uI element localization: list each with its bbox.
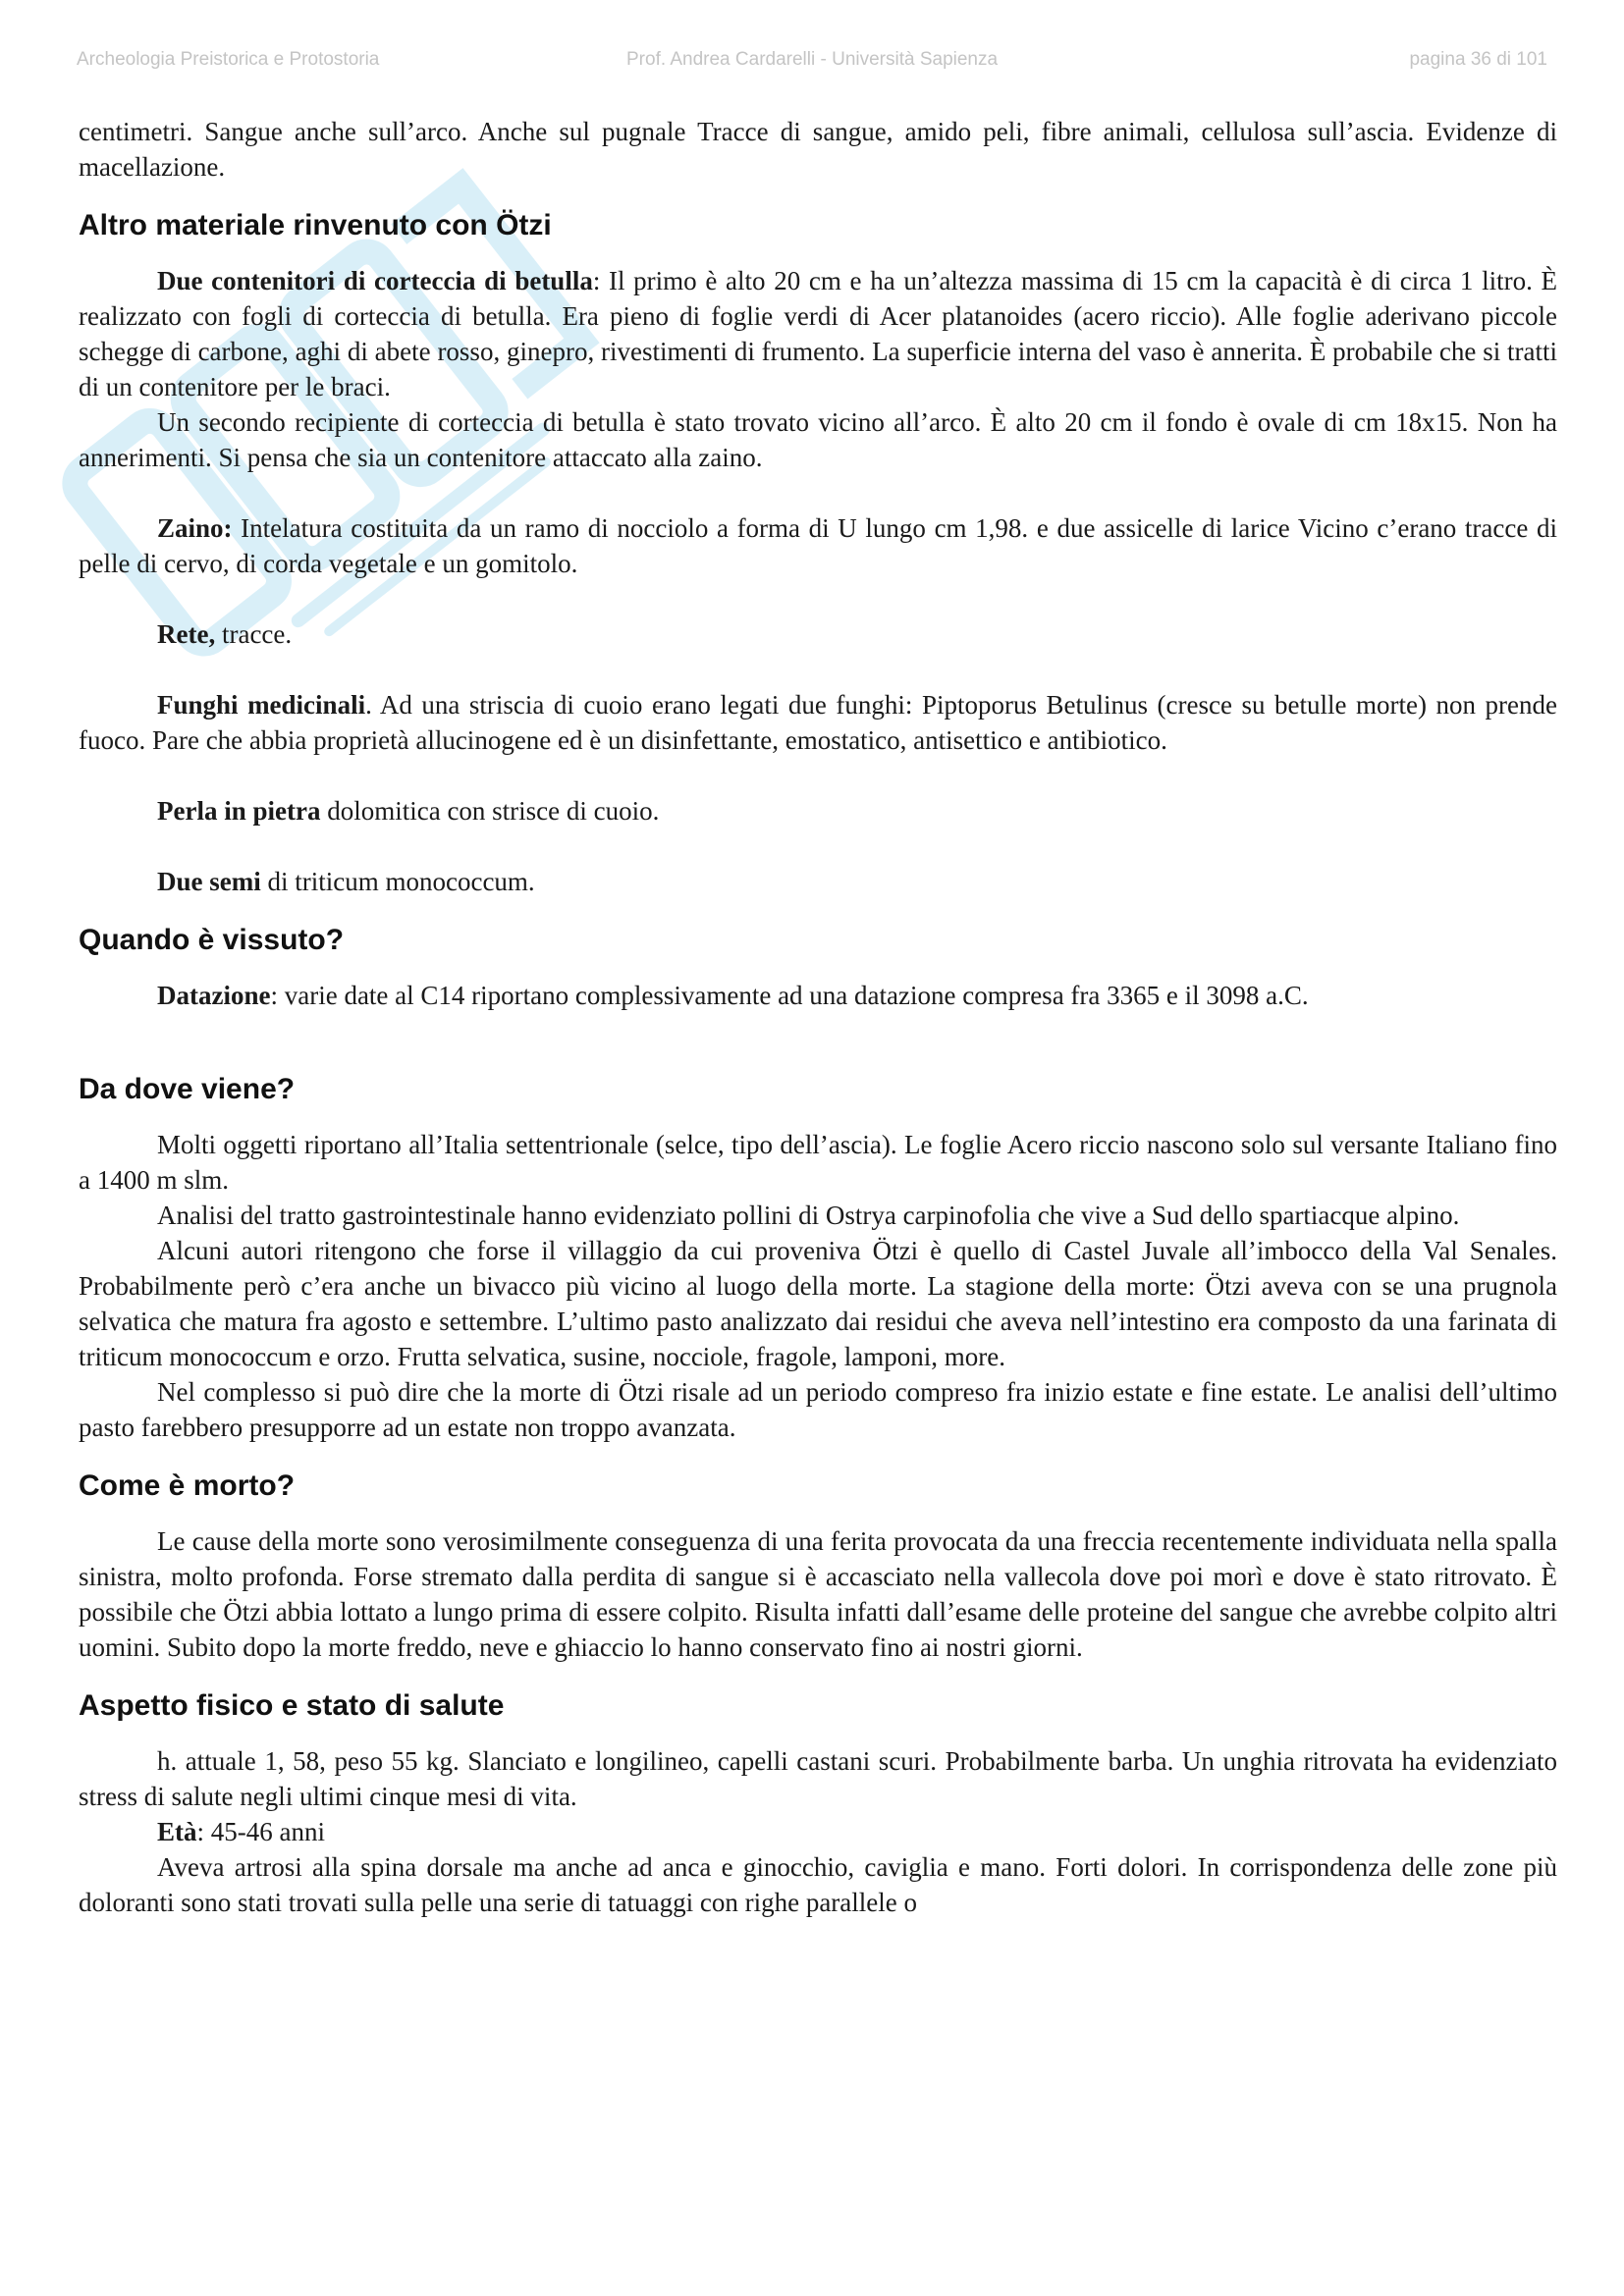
paragraph-perla: Perla in pietra dolomitica con strisce di cuoio. bbox=[157, 796, 660, 826]
paragraph-oggetti: Molti oggetti riportano all’Italia settentrionale (selce, tipo dell’ascia). Le foglie Acero riccio nascono solo sul versante Italiano fino a 1400 m slm. bbox=[79, 1130, 1557, 1195]
header-course-title: Archeologia Preistorica e Protostoria bbox=[77, 49, 380, 70]
paragraph-eta: Età: 45-46 anni bbox=[157, 1817, 325, 1846]
intro-paragraph: centimetri. Sangue anche sull’arco. Anche sul pugnale Tracce di sangue, amido peli, fibre animali, cellulosa sull’ascia. Evidenze di macellazione. bbox=[79, 117, 1557, 182]
paragraph-datazione: Datazione: varie date al C14 riportano complessivamente ad una datazione compresa fra 3365 e il 3098 a.C. bbox=[157, 981, 1309, 1010]
section-title-come-morto: Come è morto? bbox=[79, 1469, 296, 1502]
term-eta: Età bbox=[157, 1817, 197, 1846]
paragraph-analisi: Analisi del tratto gastrointestinale hanno evidenziato pollini di Ostrya carpinofolia che vive a Sud dello spartiacque alpino. bbox=[157, 1201, 1460, 1230]
header-professor: Prof. Andrea Cardarelli - Università Sapienza bbox=[626, 49, 999, 70]
term-contenitori: Due contenitori di corteccia di betulla bbox=[157, 266, 593, 295]
paragraph-cause-morte: Le cause della morte sono verosimilmente conseguenza di una ferita provocata da una freccia recentemente individuata nella spalla sinistra, molto profonda. Forse stremato dalla perdita di sangue si è accasciato nella vallecola dove poi morì e dove è stato ritrovato. È possibile che Ötzi abbia lottato a lungo prima di essere colpito. Risulta infatti dall’esame delle proteine del sangue che avrebbe colpito altri uomini. Subito dopo la morte freddo, neve e ghiaccio lo hanno conservato fino ai nostri giorni. bbox=[79, 1526, 1557, 1662]
document-body bbox=[79, 114, 1557, 1920]
term-perla: Perla in pietra bbox=[157, 796, 321, 826]
term-zaino: Zaino: bbox=[157, 513, 233, 543]
paragraph-secondo-recipiente: Un secondo recipiente di corteccia di betulla è stato trovato vicino all’arco. È alto 20 cm il fondo è ovale di cm 18x15. Non ha annerimenti. Si pensa che sia un contenitore attaccato alla zaino. bbox=[79, 407, 1557, 472]
paragraph-contenitori: Due contenitori di corteccia di betulla: Il primo è alto 20 cm e ha un’altezza massima di 15 cm la capacità è di circa 1 litro. È realizzato con fogli di corteccia di betulla. Era pieno di foglie verdi di Acer platanoides (acero riccio). Alle foglie aderivano piccole schegge di carbone, aghi di abete rosso, ginepro, rivestimenti di frumento. La superficie interna del vaso è annerita. È probabile che si tratti di un contenitore per le braci. bbox=[79, 266, 1557, 401]
header-page-number: pagina 36 di 101 bbox=[1409, 49, 1547, 70]
section-title-aspetto-fisico: Aspetto fisico e stato di salute bbox=[79, 1689, 505, 1722]
section-title-quando: Quando è vissuto? bbox=[79, 924, 345, 956]
paragraph-villaggio: Alcuni autori ritengono che forse il villaggio da cui proveniva Ötzi è quello di Castel Juvale all’imbocco della Val Senales. Probabilmente però c’era anche un bivacco più vicino al luogo della morte. La stagione della morte: Ötzi aveva con se una prugnola selvatica che matura fra agosto e settembre. L’ultimo pasto analizzato dai residui che aveva nell’intestino era composto da una farinata di triticum monococcum e orzo. Frutta selvatica, susine, nocciole, fragole, lamponi, more. bbox=[79, 1236, 1557, 1371]
term-datazione: Datazione bbox=[157, 981, 271, 1010]
term-rete: Rete, bbox=[157, 619, 216, 649]
paragraph-artrosi: Aveva artrosi alla spina dorsale ma anche ad anca e ginocchio, caviglia e mano. Forti dolori. In corrispondenza delle zone più doloranti sono stati trovati sulla pelle una serie di tatuaggi con righe parallele o bbox=[79, 1852, 1557, 1917]
paragraph-semi: Due semi di triticum monococcum. bbox=[157, 867, 535, 896]
paragraph-rete: Rete, tracce. bbox=[157, 619, 293, 649]
paragraph-funghi: Funghi medicinali. Ad una striscia di cuoio erano legati due funghi: Piptoporus Betulinus (cresce su betulle morte) non prende fuoco. Pare che abbia proprietà allucinogene ed è un disinfettante, emostatico, antisettico e antibiotico. bbox=[79, 690, 1557, 755]
paragraph-complesso: Nel complesso si può dire che la morte di Ötzi risale ad un periodo compreso fra inizio estate e fine estate. Le analisi dell’ultimo pasto farebbero presupporre ad un estate non troppo avanzata. bbox=[79, 1377, 1557, 1442]
paragraph-altezza: h. attuale 1, 58, peso 55 kg. Slanciato e longilineo, capelli castani scuri. Probabilmente barba. Un unghia ritrovata ha evidenziato stress di salute negli ultimi cinque mesi di vita. bbox=[79, 1746, 1557, 1811]
running-header bbox=[77, 49, 1547, 79]
paragraph-zaino: Zaino: Intelatura costituita da un ramo di nocciolo a forma di U lungo cm 1,98. e due assicelle di larice Vicino c’erano tracce di pelle di cervo, di corda vegetale e un gomitolo. bbox=[79, 513, 1557, 578]
term-funghi: Funghi medicinali bbox=[157, 690, 366, 720]
term-semi: Due semi bbox=[157, 867, 261, 896]
section-title-da-dove: Da dove viene? bbox=[79, 1073, 296, 1105]
section-title-altro-materiale: Altro materiale rinvenuto con Ötzi bbox=[79, 209, 552, 241]
